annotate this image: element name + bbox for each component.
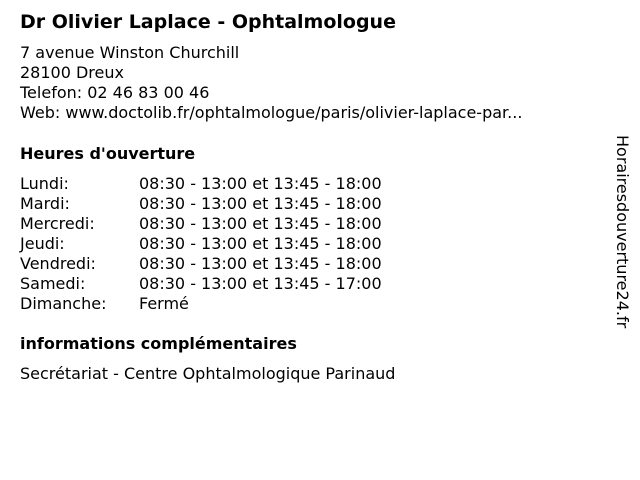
hours-time: 08:30 - 13:00 et 13:45 - 18:00: [139, 234, 382, 253]
site-watermark: [612, 135, 632, 375]
hours-day: Vendredi:: [20, 254, 96, 273]
hours-day: Dimanche:: [20, 294, 107, 313]
address-city: 28100 Dreux: [20, 63, 124, 82]
website-link[interactable]: Web: www.doctolib.fr/ophtalmologue/paris/olivier-laplace-par...: [20, 103, 523, 122]
address-street: 7 avenue Winston Churchill: [20, 43, 240, 62]
contact-details: [20, 43, 522, 123]
opening-hours-heading: Heures d'ouverture: [20, 144, 196, 163]
hours-time: Fermé: [139, 294, 189, 313]
hours-time: 08:30 - 13:00 et 13:45 - 18:00: [139, 194, 382, 213]
hours-day: Jeudi:: [20, 234, 65, 253]
hours-time: 08:30 - 13:00 et 13:45 - 17:00: [139, 274, 382, 293]
watermark-text: Horairesdouverture24.fr: [613, 135, 632, 329]
hours-time: 08:30 - 13:00 et 13:45 - 18:00: [139, 174, 382, 193]
additional-info-heading: informations complémentaires: [20, 334, 297, 353]
page-title: Dr Olivier Laplace - Ophtalmologue: [20, 11, 396, 33]
hours-day: Mercredi:: [20, 214, 95, 233]
hours-time: 08:30 - 13:00 et 13:45 - 18:00: [139, 254, 382, 273]
hours-day: Samedi:: [20, 274, 86, 293]
hours-time: 08:30 - 13:00 et 13:45 - 18:00: [139, 214, 382, 233]
additional-info-text: Secrétariat - Centre Ophtalmologique Parinaud: [20, 364, 396, 383]
hours-day: Lundi:: [20, 174, 69, 193]
hours-day: Mardi:: [20, 194, 70, 213]
phone-number: Telefon: 02 46 83 00 46: [20, 83, 210, 102]
